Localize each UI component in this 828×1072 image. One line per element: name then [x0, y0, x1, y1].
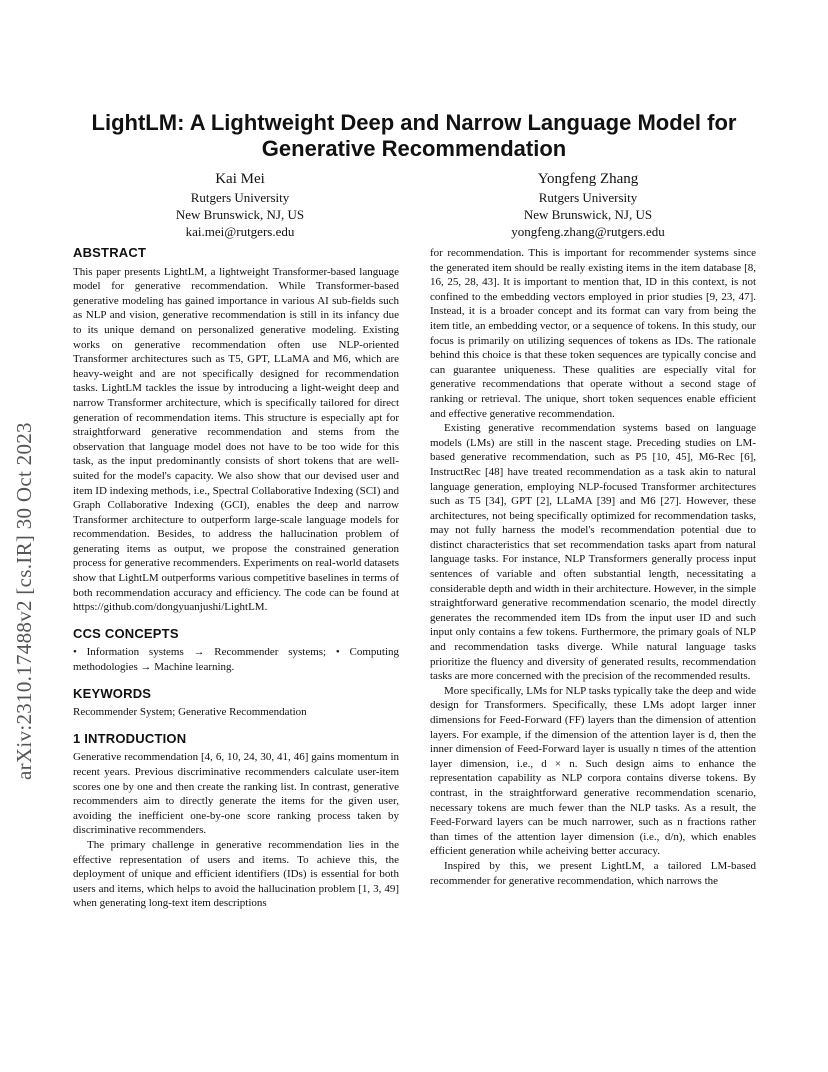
left-column: [73, 246, 399, 911]
arxiv-watermark: arXiv:2310.17488v2 [cs.IR] 30 Oct 2023: [12, 422, 36, 780]
keywords-text: Recommender System; Generative Recommendation: [73, 706, 307, 719]
author-location: New Brunswick, NJ, US: [175, 207, 305, 222]
ccs-heading: CCS CONCEPTS: [73, 625, 179, 641]
author-block: [70, 170, 758, 240]
author-email: kai.mei@rutgers.edu: [185, 224, 295, 239]
abstract-text: This paper presents LightLM, a lightweight Transformer-based language model for generative recommendation. While Transformer-based generative modeling has gained importance in various AI sub-fields such as NLP and vision, generative recommendation is still in its infancy due to its unique demand on personalized generative modeling. Existing works on generative recommendation often use NLP-oriented Transformer architectures such as T5, GPT, LLaMA and M6, which are heavy-weight and are not specifically designed for recommendation tasks. LightLM tackles the issue by introducing a light-weight deep and narrow Transformer architecture, which is specifically tailored for direct generation of recommendation items. This structure is especially apt for straightforward generative recommendation and stems from the observation that language model does not have to be too wide for this task, as the input predominantly consists of short tokens that are well-suited for the model's capacity. We also show that our devised user and item ID indexing methods, i.e., Spectral Collaborative Indexing (SCI) and Graph Collaborative Indexing (GCI), enables the deep and narrow Transformer architecture to outperform large-scale language models for recommendation. Besides, to address the hallucination problem of generating items as output, we propose the constrained generation process for generative recommenders. Experiments on real-world datasets show that LightLM outperforms various competitive baselines in terms of both recommendation accuracy and efficiency. The code can be found at https://github.com/dongyuanjushi/LightLM.: [73, 265, 399, 614]
author-affiliation: Rutgers University: [538, 190, 638, 205]
author-name: Yongfeng Zhang: [537, 171, 639, 187]
right-paragraph-2: Existing generative recommendation systems based on language models (LMs) are still in the nascent stage. Preceding studies on LM-based generative recommendation, such as P5 [10, 45], M6-Rec [6], InstructRec [48] have treated recommendation as a task akin to natural language generation, employing NLP-focused Transformer architectures such as T5 [34], GPT [2], LLaMA [39] and M6 [27]. However, these architectures, not being specifically optimized for recommendation tasks, may not fully harness the model's recommendation potential due to distinct characteristics that set recommendation tasks apart from natural language tasks. For instance, NLP Transformers generally process input sentences of variable and often substantial length, necessitating a considerable depth and width in their architecture. However, in the simple straightforward generative recommendation scenario, the model directly generates the recommended item IDs from the input user ID and such input only contains a few tokens. Furthermore, the primary goals of NLP and recommendation tasks diverge. While natural language tasks prioritize the fluency and diversity of generated results, recommendation tasks are more concerned with the precision of the recommended results.: [430, 422, 756, 683]
keywords-heading: KEYWORDS: [73, 685, 152, 701]
author-affiliation: Rutgers University: [190, 190, 290, 205]
intro-heading: 1 INTRODUCTION: [73, 730, 187, 746]
author-1: [70, 170, 410, 240]
intro-paragraph-1: Generative recommendation [4, 6, 10, 24, 30, 41, 46] gains momentum in recent years. Previous discriminative recommenders calculate user-item scores one by one and then create the ranking list. In contrast, generative recommenders aim to directly generate the items for the given user, avoiding the inefficient one-by-one score ranking process taken by discriminative recommenders.: [73, 751, 399, 837]
right-column: [430, 246, 756, 888]
right-paragraph-4: Inspired by this, we present LightLM, a tailored LM-based recommender for generative recommendation, which narrows the: [430, 859, 756, 887]
author-name: Kai Mei: [215, 171, 265, 187]
abstract-heading: ABSTRACT: [73, 245, 147, 260]
author-2: [418, 170, 758, 240]
author-location: New Brunswick, NJ, US: [523, 207, 653, 222]
intro-paragraph-2: The primary challenge in generative recommendation lies in the effective representation of users and items. To achieve this, the deployment of unique and efficient identifiers (IDs) is essential for both users and items, which helps to avoid the hallucination problem [1, 3, 49] when generating long-text item descriptions: [73, 838, 399, 910]
author-email: yongfeng.zhang@rutgers.edu: [511, 224, 665, 239]
paper-title: LightLM: A Lightweight Deep and Narrow Language Model for Generative Recommendation: [91, 110, 737, 161]
ccs-concepts: • Information systems → Recommender systems; • Computing methodologies → Machine learning.: [73, 646, 399, 674]
right-paragraph-1: for recommendation. This is important for recommender systems since the generated item should be really existing items in the item database [8, 16, 25, 28, 43]. It is important to mention that, ID in this context, is not confined to the embedding vectors employed in prior studies [9, 23, 47]. Instead, it is a broader concept and its format can vary from being the item title, an embedding vector, or a sequence of tokens. In this study, our focus is primarily on utilizing sequences of tokens as IDs. The rationale behind this choice is that these token sequences are typically concise and can guarantee uniqueness. These qualities are especially vital for generative recommendations that operate without a second stage of ranking or retrieval. The unique, short token sequences enable efficient and effective generative recommendation.: [430, 247, 756, 420]
right-paragraph-3: More specifically, LMs for NLP tasks typically take the deep and wide design for Transformers. Specifically, these LMs adopt larger inner dimensions for Feed-Forward (FF) layers than the dimension of attention layers. For example, if the dimension of the attention layer is d, then the inner dimension of Feed-Forward layer is usually n times of the attention layer dimension, i.e., d × n. Such design aims to enhance the representation capability as NLP corpora contains diverse tokens. By contrast, in the straightforward generative recommendation scenario, necessary tokens are much fewer than the NLP tasks. As a result, the Feed-Forward layers can be much narrower, such as n fractions rather than times of the attention layer dimension (i.e., d/n), which enables efficient generation while acheiving better accuracy.: [430, 684, 756, 858]
